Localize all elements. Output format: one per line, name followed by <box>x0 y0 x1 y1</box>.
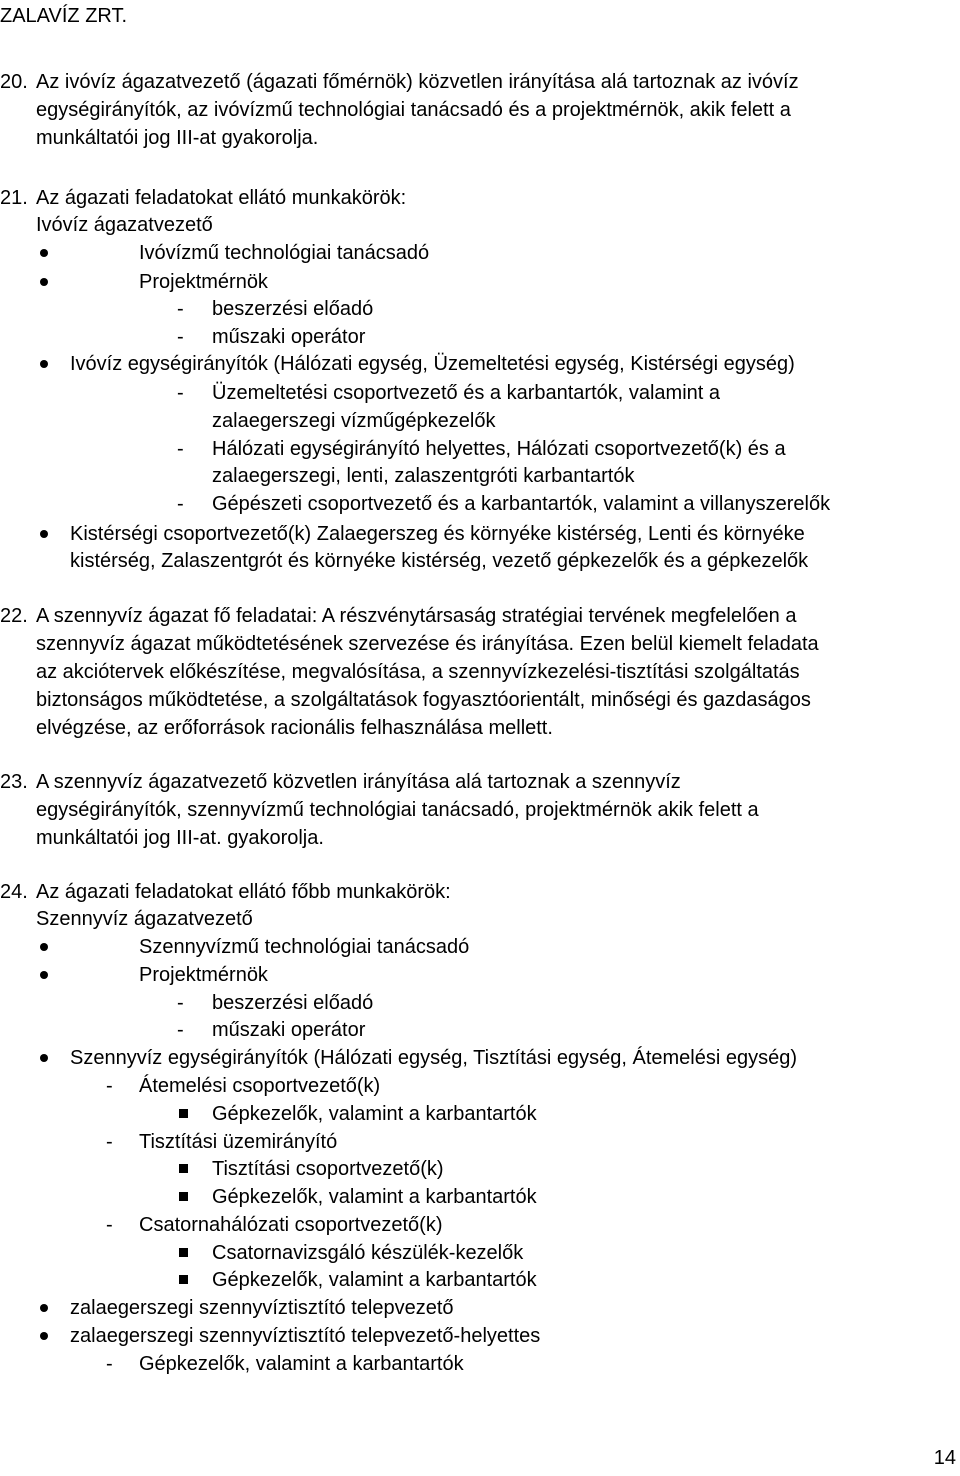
bullet-icon <box>40 1304 48 1312</box>
square-bullet-icon <box>179 1275 188 1284</box>
section-number: 23. <box>0 771 28 793</box>
company-header: ZALAVÍZ ZRT. <box>0 5 128 27</box>
square-bullet-icon <box>179 1109 188 1118</box>
section-number: 20. <box>0 71 28 93</box>
square-bullet-icon <box>179 1192 188 1201</box>
bullet-icon <box>40 278 48 286</box>
bullet-icon <box>40 249 48 257</box>
bullet-icon <box>40 1054 48 1062</box>
bullet-icon <box>40 530 48 538</box>
bullet-icon <box>40 943 48 951</box>
square-bullet-icon <box>179 1248 188 1257</box>
bullet-icon <box>40 971 48 979</box>
section-number: 24. <box>0 881 28 903</box>
page-number: 14 <box>933 1447 956 1469</box>
document-page: ZALAVÍZ ZRT. 20. Az ivóvíz ágazatvezető (ágazati főmérnök) közvetlen irányítása alá tartoznak az ivóvíz egységirányítók, az ivóvízmű technológiai tanácsadó és a projektmérnök, akik felett a munkáltatói jog III-at gyakorolja. 21. Az ágazati feladatokat ellátó munkakörök: Ivóvíz ágazatvezető Ivóvízmű technológiai tanácsadó Projektmérnök - beszerzési előadó - műszaki operátor Ivóvíz egységirányítók (Hálózati egység, Üzemeltetési egység, Kistérségi egység) - Üzemeltetési csoportvezető és a karbantartók, valamint a zalaegerszegi vízműgépkezelők - Hálózati egységirányító helyettes, Hálózati csoportvezető(k) és a zalaegerszegi, lenti, zalaszentgróti karbantartók - Gépészeti csoportvezető és a karbantartók, valamint a villanyszerelők Kistérségi csoportvezető(k) Zalaegerszeg és környéke kistérség, Lenti és környéke kistérség, Zalaszentgrót és környéke kistérség, vezető gépkezelők és a gépkezelők 22. A szennyvíz ágazat fő feladatai: A részvénytársaság stratégiai tervének megfelelően a szennyvíz ágazat működtetésének szervezése és irányítása. Ezen belül kiemelt feladata az akciótervek előkészítése, megvalósítása, a szennyvízkezelési-tisztítási szolgáltatás biztonságos működtetése, a szolgáltatások fogyasztóorientált, minőségi és gazdaságos elvégzése, az erőforrások racionális felhasználása mellett. 23. A szennyvíz ágazatvezető közvetlen irányítása alá tartoznak a szennyvíz egységirányítók, szennyvízmű technológiai tanácsadó, projektmérnök akik felett a munkáltatói jog III-at. gyakorolja. 24. Az ágazati feladatokat ellátó főbb munkakörök: Szennyvíz ágazatvezető Szennyvízmű technológiai tanácsadó Projektmérnök - beszerzési előadó - műszaki operátor Szennyvíz egységirányítók (Hálózati egység, Tisztítási egység, Átemelési egység) - Átemelési csoportvezető(k) Gépkezelők, valamint a karbantartók - Tisztítási üzemirányító Tisztítási csoportvezető(k) Gépkezelők, valamint a karbantartók - Csatornahálózati csoportvezető(k) Csatornavizsgáló készülék-kezelők Gépkezelők, valamint a karbantartók zalaegerszegi szennyvíztisztító telepvezető zalaegerszegi szennyvíztisztító telepvezető-helyettes - Gépkezelők, valamint a karbantartók 14 <box>0 5 956 1469</box>
square-bullet-icon <box>179 1164 188 1173</box>
bullet-icon <box>40 1332 48 1340</box>
section-number: 21. <box>0 187 28 209</box>
bullet-icon <box>40 360 48 368</box>
section-number: 22. <box>0 605 28 627</box>
